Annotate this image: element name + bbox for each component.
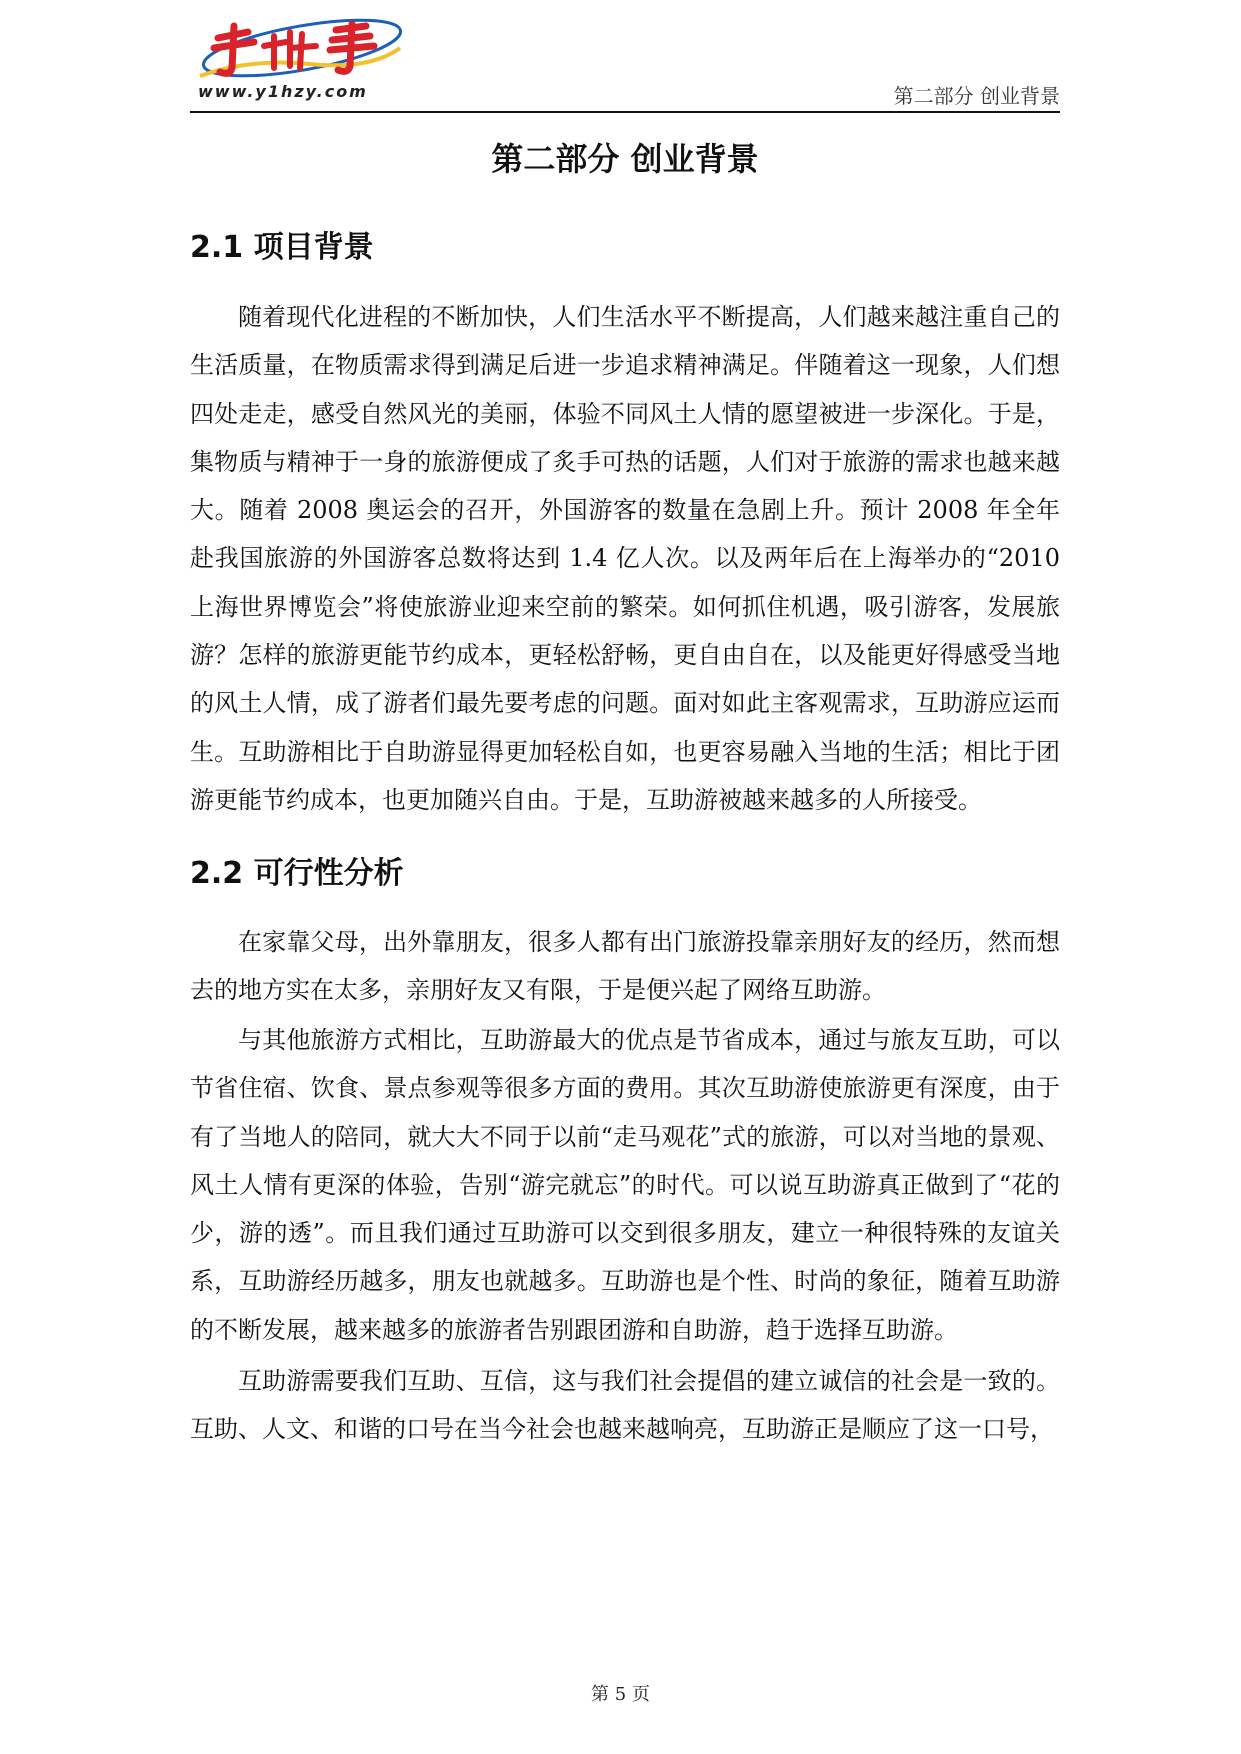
header-divider xyxy=(190,111,1060,113)
header-section-label: 第二部分 创业背景 xyxy=(893,84,1060,108)
paragraph-project-background: 随着现代化进程的不断加快，人们生活水平不断提高，人们越来越注重自己的生活质量，在物质需求得到满足后进一步追求精神满足。伴随着这一现象，人们想四处走走，感受自然风光的美丽，体验不同风土人情的愿望被进一步深化。于是，集物质与精神于一身的旅游便成了炙手可热的话题，人们对于旅游的需求也越来越大。随着 2008 奥运会的召开，外国游客的数量在急剧上升。预计 2008 年全年赴我国旅游的外国游客总数将达到 1.4 亿人次。以及两年后在上海举办的“2010 上海世界博览会”将使旅游业迎来空前的繁荣。如何抓住机遇，吸引游客，发展旅游？怎样的旅游更能节约成本，更轻松舒畅，更自由自在，以及能更好得感受当地的风土人情，成了游者们最先要考虑的问题。面对如此主客观需求，互助游应运而生。互助游相比于自助游显得更加轻松自如，也更容易融入当地的生活；相比于团游更能节约成本，也更加随兴自由。于是，互助游被越来越多的人所接受。 xyxy=(190,303,1060,814)
page-header xyxy=(190,18,1060,112)
logo-url: www.y1hzy.com xyxy=(198,82,368,101)
section-heading-project-background: 2.1 项目背景 xyxy=(190,230,374,265)
paragraph-feasibility-1: 在家靠父母，出外靠朋友，很多人都有出门旅游投靠亲朋好友的经历，然而想去的地方实在太多，亲朋好友又有限，于是便兴起了网络互助游。 xyxy=(190,928,1060,1005)
paragraph-feasibility-3: 互助游需要我们互助、互信，这与我们社会提倡的建立诚信的社会是一致的。互助、人文、和谐的口号在当今社会也越来越响亮，互助游正是顺应了这一口号， xyxy=(190,1367,1060,1444)
page-title: 第二部分 创业背景 xyxy=(491,140,759,178)
brand-logo xyxy=(190,18,410,108)
section-heading-feasibility: 2.2 可行性分析 xyxy=(190,856,404,891)
page-number: 第 5 页 xyxy=(591,1684,650,1705)
logo-mark xyxy=(190,18,410,84)
paragraph-feasibility-2: 与其他旅游方式相比，互助游最大的优点是节省成本，通过与旅友互助，可以节省住宿、饮食、景点参观等很多方面的费用。其次互助游使旅游更有深度，由于有了当地人的陪同，就大大不同于以前“走马观花”式的旅游，可以对当地的景观、风土人情有更深的体验，告别“游完就忘”的时代。可以说互助游真正做到了“花的少，游的透”。而且我们通过互助游可以交到很多朋友，建立一种很特殊的友谊关系，互助游经历越多，朋友也就越多。互助游也是个性、时尚的象征，随着互助游的不断发展，越来越多的旅游者告别跟团游和自助游，趋于选择互助游。 xyxy=(190,1026,1060,1344)
